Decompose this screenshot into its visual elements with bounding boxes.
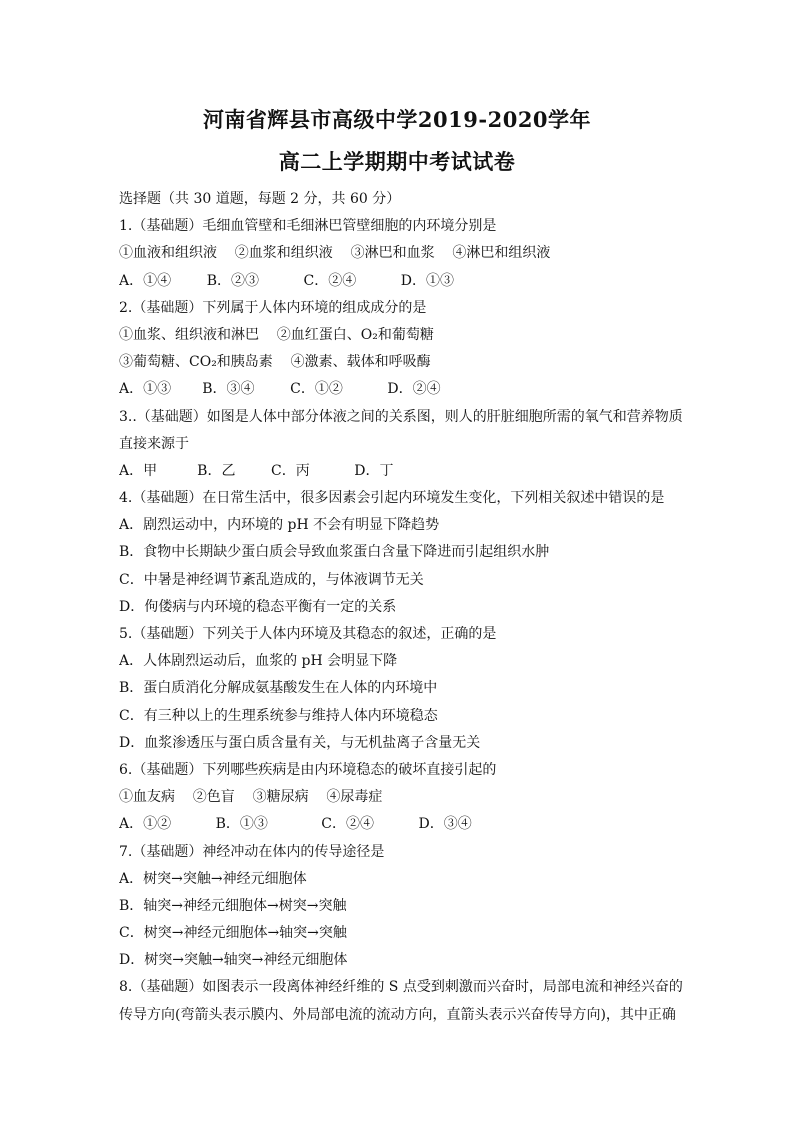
question-4-option-c: C．中暑是神经调节紊乱造成的，与体液调节无关	[119, 571, 424, 588]
question-5-option-b: B．蛋白质消化分解成氨基酸发生在人体的内环境中	[119, 680, 438, 697]
question-2-items-a: ①血浆、组织液和淋巴 ②血红蛋白、O₂和葡萄糖	[119, 326, 434, 343]
question-8: 8.（基础题）如图表示一段离体神经纤维的 S 点受到刺激而兴奋时，局部电流和神经兴奋的	[119, 979, 683, 996]
exam-title: 河南省辉县市高级中学2019-2020学年	[202, 107, 592, 132]
question-text	[119, 186, 699, 1029]
question-4-option-d: D．佝偻病与内环境的稳态平衡有一定的关系	[119, 598, 397, 615]
question-1-items: ①血液和组织液 ②血浆和组织液 ③淋巴和血浆 ④淋巴和组织液	[119, 245, 551, 262]
question-2-items-b: ③葡萄糖、CO₂和胰岛素 ④激素、载体和呼吸酶	[119, 354, 431, 371]
question-3-options: A．甲 B．乙 C．丙 D．丁	[119, 462, 394, 479]
question-7-option-a: A．树突→突触→神经元细胞体	[119, 870, 307, 887]
question-7-option-b: B．轴突→神经元细胞体→树突→突触	[119, 897, 347, 914]
question-2: 2.（基础题）下列属于人体内环境的组成成分的是	[119, 299, 427, 316]
section-heading: 选择题（共 30 道题，每题 2 分，共 60 分）	[119, 191, 401, 207]
question-7-option-d: D．树突→突触→轴突→神经元细胞体	[119, 952, 348, 969]
question-5-option-a: A．人体剧烈运动后，血浆的 pH 会明显下降	[119, 653, 398, 670]
question-7-option-c: C．树突→神经元细胞体→轴突→突触	[119, 925, 347, 942]
question-1-options: A．①④ B．②③ C．②④ D．①③	[119, 272, 454, 289]
question-4: 4.（基础题）在日常生活中，很多因素会引起内环境发生变化，下列相关叙述中错误的是	[119, 490, 665, 507]
question-2-options: A．①③ B．③④ C．①② D．②④	[119, 381, 441, 398]
question-6-items: ①血友病 ②色盲 ③糖尿病 ④尿毒症	[119, 789, 383, 806]
question-7: 7.（基础题）神经冲动在体内的传导途径是	[119, 843, 385, 860]
question-4-option-b: B．食物中长期缺少蛋白质会导致血浆蛋白含量下降进而引起组织水肿	[119, 544, 550, 561]
question-6-options: A．①② B．①③ C．②④ D．③④	[119, 816, 472, 833]
question-8-cont: 传导方向(弯箭头表示膜内、外局部电流的流动方向，直箭头表示兴奋传导方向)，其中正确	[119, 1006, 676, 1023]
question-5: 5.（基础题）下列关于人体内环境及其稳态的叙述，正确的是	[119, 626, 497, 642]
question-5-option-d: D．血浆渗透压与蛋白质含量有关，与无机盐离子含量无关	[119, 734, 481, 751]
question-1: 1.（基础题）毛细血管壁和毛细淋巴管壁细胞的内环境分别是	[119, 218, 497, 235]
question-6: 6.（基础题）下列哪些疾病是由内环境稳态的破坏直接引起的	[119, 761, 497, 778]
exam-subtitle: 高二上学期期中考试试卷	[278, 149, 516, 174]
question-3: 3..（基础题）如图是人体中部分体液之间的关系图，则人的肝脏细胞所需的氧气和营养物质	[119, 408, 683, 425]
question-5-option-c: C．有三种以上的生理系统参与维持人体内环境稳态	[119, 707, 438, 724]
question-4-option-a: A．剧烈运动中，内环境的 pH 不会有明显下降趋势	[119, 517, 440, 534]
question-3-cont: 直接来源于	[119, 435, 189, 452]
